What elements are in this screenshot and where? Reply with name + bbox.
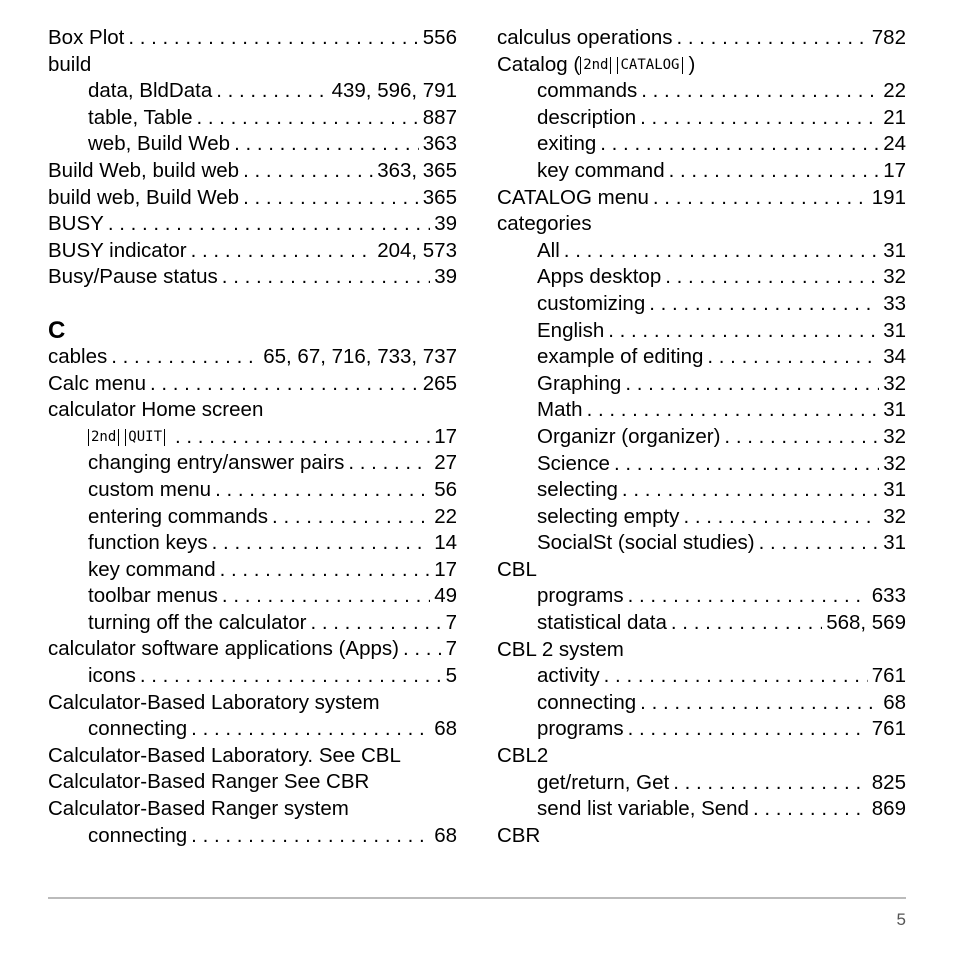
page-reference: 363, 365 [377, 158, 457, 182]
entry-text: Calculator-Based Laboratory system [48, 690, 380, 714]
index-column-left [48, 25, 457, 849]
index-entry-table-table [48, 105, 457, 132]
dot-leader [215, 477, 430, 504]
index-column-right [497, 25, 906, 849]
entry-text: get/return, Get [537, 770, 670, 794]
index-entry-build-web-build-web [48, 185, 457, 212]
page-reference: 22 [883, 79, 906, 103]
page-reference: 265 [422, 371, 457, 395]
entry-text: activity [537, 664, 600, 688]
page-reference: 31 [883, 531, 906, 555]
index-entry-cbl-2-system [497, 637, 906, 664]
dot-leader [128, 25, 418, 52]
entry-text: CBL 2 system [497, 637, 624, 661]
page-reference: 7 [445, 637, 457, 661]
entry-text: Math [537, 398, 583, 422]
dot-leader [108, 211, 430, 238]
entry-label [537, 663, 600, 690]
entry-text: commands [537, 79, 638, 103]
index-entry-busy-indicator [48, 238, 457, 265]
entry-label [88, 663, 136, 690]
index-entry-example-of-editing [497, 344, 906, 371]
index-entry-cbr [497, 823, 906, 850]
section-letter: C [48, 316, 66, 344]
page-reference: 363 [422, 132, 457, 156]
entry-text: categories [497, 212, 592, 236]
index-entry-connecting [48, 716, 457, 743]
entry-label [48, 185, 239, 212]
dot-leader [640, 105, 879, 132]
index-entry-data-blddata [48, 78, 457, 105]
entry-text: CATALOG menu [497, 185, 649, 209]
entry-text: programs [537, 717, 624, 741]
index-entry-busy [48, 211, 457, 238]
page-reference: 887 [422, 105, 457, 129]
dot-leader [669, 158, 880, 185]
entry-label [537, 371, 621, 398]
dot-leader [587, 397, 880, 424]
entry-text: Science [537, 451, 610, 475]
entry-text: statistical data [537, 611, 667, 635]
entry-label [48, 690, 457, 717]
index-entry-activity [497, 663, 906, 690]
entry-label [48, 344, 107, 371]
entry-text: entering commands [88, 504, 269, 528]
page-reference: 14 [434, 531, 457, 555]
entry-label [48, 52, 457, 79]
entry-label [537, 424, 720, 451]
entry-label [88, 716, 187, 743]
entry-label [88, 557, 216, 584]
page-reference: 825 [871, 770, 906, 794]
entry-label [48, 796, 457, 823]
page-reference: 439, 596, 791 [331, 79, 457, 103]
index-entry-entering-commands [48, 504, 457, 531]
entry-label [88, 131, 230, 158]
entry-label [48, 743, 457, 770]
dot-leader [641, 78, 879, 105]
entry-label [48, 25, 124, 52]
page-reference: 68 [434, 823, 457, 847]
page-reference: 32 [883, 371, 906, 395]
entry-text: send list variable, Send [537, 797, 749, 821]
page-reference: 191 [871, 185, 906, 209]
entry-text: custom menu [88, 477, 212, 501]
dot-leader [222, 264, 430, 291]
entry-label [537, 451, 610, 478]
dot-leader [191, 823, 430, 850]
page-reference: 32 [883, 504, 906, 528]
index-entry-selecting-empty [497, 504, 906, 531]
index-entry-statistical-data [497, 610, 906, 637]
dot-leader [753, 796, 868, 823]
index-entry-key-entry [48, 424, 457, 451]
entry-label [48, 371, 146, 398]
page-reference: 568, 569 [826, 611, 906, 635]
entry-text: Catalog ( [497, 52, 581, 76]
page-reference: 49 [434, 584, 457, 608]
entry-suffix: ) [688, 52, 696, 76]
entry-label [497, 823, 906, 850]
entry-label [48, 264, 218, 291]
dot-leader [175, 424, 430, 451]
entry-text: key command [88, 557, 216, 581]
index-entry-commands [497, 78, 906, 105]
entry-label [88, 530, 208, 557]
page-reference: 24 [883, 132, 906, 156]
index-entry-calculator-based-laboratory-system [48, 690, 457, 717]
entry-text: Build Web, build web [48, 158, 240, 182]
entry-text: SocialSt (social studies) [537, 531, 755, 555]
entry-label [537, 105, 636, 132]
dot-leader [665, 264, 879, 291]
entry-text: toolbar menus [88, 584, 218, 608]
dot-leader [724, 424, 879, 451]
dot-leader [196, 105, 418, 132]
index-entry-math [497, 397, 906, 424]
entry-text: connecting [88, 717, 188, 741]
dot-leader [212, 530, 431, 557]
page-reference: 34 [883, 345, 906, 369]
page-reference: 31 [883, 398, 906, 422]
index-entry-calculator-based-ranger-system [48, 796, 457, 823]
entry-text: Calculator-Based Laboratory. See CBL [48, 743, 401, 767]
dot-leader [649, 291, 879, 318]
index-entry-key-command [48, 557, 457, 584]
entry-label [537, 504, 679, 531]
entry-text: customizing [537, 291, 646, 315]
dot-leader [222, 583, 430, 610]
entry-label [48, 211, 104, 238]
index-entry-categories [497, 211, 906, 238]
index-entry-connecting [48, 823, 457, 850]
entry-text: cables [48, 344, 108, 368]
entry-label [497, 637, 906, 664]
index-entry-toolbar-menus [48, 583, 457, 610]
page-reference: 782 [871, 26, 906, 49]
entry-label [537, 318, 604, 345]
index-entry-calculus-operations [497, 25, 906, 52]
dot-leader [310, 610, 441, 637]
index-entry-build [48, 52, 457, 79]
page-reference: 204, 573 [377, 238, 457, 262]
dot-leader [759, 530, 880, 557]
index-entry-description [497, 105, 906, 132]
page-reference: 22 [434, 504, 457, 528]
entry-text: turning off the calculator [88, 610, 307, 634]
key-2nd-icon: 2nd [88, 429, 119, 446]
entry-label [88, 105, 192, 132]
page-reference: 17 [434, 557, 457, 581]
index-entry-function-keys [48, 530, 457, 557]
entry-text: calculator Home screen [48, 398, 264, 422]
index-entry-custom-menu [48, 477, 457, 504]
dot-leader [640, 690, 879, 717]
entry-label [537, 264, 661, 291]
page-reference: 27 [434, 451, 457, 475]
dot-leader [604, 663, 868, 690]
dot-leader [403, 636, 442, 663]
page-reference: 556 [422, 26, 457, 49]
entry-label [88, 823, 187, 850]
index-entry-build-web-build-web [48, 158, 457, 185]
entry-text: All [537, 238, 560, 262]
entry-text: example of editing [537, 345, 704, 369]
page-reference: 68 [434, 717, 457, 741]
entry-text: Calculator-Based Ranger system [48, 797, 349, 821]
entry-text: data, BldData [88, 79, 213, 103]
dot-leader [150, 371, 419, 398]
page-reference: 31 [883, 478, 906, 502]
index-entry-catalog [497, 52, 906, 79]
dot-leader [608, 318, 879, 345]
entry-label [88, 610, 306, 637]
key-2nd-icon: 2nd [580, 57, 611, 74]
dot-leader [653, 185, 868, 212]
index-entry-icons [48, 663, 457, 690]
entry-label [537, 78, 637, 105]
page-reference: 17 [883, 158, 906, 182]
dot-leader [671, 610, 822, 637]
dot-leader [140, 663, 442, 690]
dot-leader [677, 25, 868, 52]
entry-label [88, 428, 171, 448]
entry-label [537, 796, 749, 823]
entry-label [88, 477, 211, 504]
dot-leader [272, 504, 430, 531]
entry-text: table, Table [88, 105, 193, 129]
page-reference: 17 [434, 424, 457, 448]
page-reference: 32 [883, 265, 906, 289]
dot-leader [707, 344, 879, 371]
entry-text: Graphing [537, 371, 622, 395]
entry-text: Box Plot [48, 26, 125, 49]
page-reference: 56 [434, 477, 457, 501]
index-entry-web-build-web [48, 131, 457, 158]
dot-leader [600, 131, 879, 158]
entry-label [537, 344, 703, 371]
page-reference: 761 [871, 717, 906, 741]
index-entry-cbl [497, 557, 906, 584]
dot-leader [111, 344, 259, 371]
index-entry-selecting [497, 477, 906, 504]
entry-label [537, 131, 596, 158]
entry-label [537, 397, 583, 424]
index-entry-cbl2 [497, 743, 906, 770]
page-reference: 32 [883, 451, 906, 475]
index-entry-programs [497, 716, 906, 743]
dot-leader [191, 238, 374, 265]
entry-text: BUSY [48, 212, 104, 236]
entry-label [537, 238, 560, 265]
entry-text: web, Build Web [88, 132, 231, 156]
entry-label [537, 583, 624, 610]
entry-text: key command [537, 158, 665, 182]
entry-label [88, 450, 344, 477]
index-entry-socialst-social-studies [497, 530, 906, 557]
index-entry-cables [48, 344, 457, 371]
entry-label [497, 25, 673, 52]
index-entry-apps-desktop [497, 264, 906, 291]
entry-text: build web, Build Web [48, 185, 240, 209]
page-reference: 68 [883, 690, 906, 714]
index-entry-connecting [497, 690, 906, 717]
footer-rule [48, 897, 906, 899]
entry-label [537, 291, 645, 318]
page-reference: 32 [883, 424, 906, 448]
entry-label [48, 636, 399, 663]
entry-text: selecting [537, 478, 618, 502]
page-reference: 761 [871, 664, 906, 688]
page-reference: 39 [434, 212, 457, 236]
entry-label [48, 397, 457, 424]
entry-text: CBL [497, 557, 537, 581]
entry-text: BUSY indicator [48, 238, 187, 262]
index-entry-science [497, 451, 906, 478]
entry-label [48, 158, 239, 185]
page-reference: 65, 67, 716, 733, 737 [263, 344, 457, 368]
index-entry-calculator-based-ranger-see-cbr [48, 769, 457, 796]
page-reference: 31 [883, 238, 906, 262]
index-entry-catalog-menu [497, 185, 906, 212]
key-catalog-icon: CATALOG [617, 57, 682, 74]
dot-leader [625, 371, 879, 398]
dot-leader [628, 583, 868, 610]
entry-label [88, 504, 268, 531]
entry-label [497, 743, 906, 770]
entry-label [88, 583, 218, 610]
dot-leader [234, 131, 419, 158]
page-reference: 21 [883, 105, 906, 129]
entry-label [497, 557, 906, 584]
entry-text: build [48, 52, 92, 76]
entry-text: exiting [537, 132, 597, 156]
page-number: 5 [896, 910, 906, 929]
index-entry-changing-entry-answer-pairs [48, 450, 457, 477]
entry-text: description [537, 105, 637, 129]
dot-leader [220, 557, 431, 584]
index-entry-calculator-based-laboratory-see-cbl [48, 743, 457, 770]
entry-text: Organizr (organizer) [537, 424, 721, 448]
dot-leader [243, 185, 419, 212]
index-entry-exiting [497, 131, 906, 158]
entry-label [537, 716, 624, 743]
entry-label [497, 185, 649, 212]
entry-label [537, 477, 618, 504]
entry-label [48, 769, 457, 796]
entry-text: Apps desktop [537, 265, 662, 289]
index-entry-box-plot [48, 25, 457, 52]
entry-text: changing entry/answer pairs [88, 451, 345, 475]
page-reference: 31 [883, 318, 906, 342]
dot-leader [614, 451, 879, 478]
entry-text: Calc menu [48, 371, 146, 395]
index-entry-all [497, 238, 906, 265]
entry-text: calculator software applications (Apps) [48, 637, 399, 661]
index-entry-busy-pause-status [48, 264, 457, 291]
entry-text: Calculator-Based Ranger See CBR [48, 770, 370, 794]
entry-label [537, 158, 665, 185]
key-quit-icon: QUIT [125, 429, 165, 446]
dot-leader [243, 158, 373, 185]
entry-text: programs [537, 584, 624, 608]
page-reference: 633 [871, 584, 906, 608]
page-reference: 869 [871, 797, 906, 821]
dot-leader [564, 238, 879, 265]
entry-text: function keys [88, 531, 208, 555]
page-reference: 33 [883, 291, 906, 315]
dot-leader [622, 477, 879, 504]
entry-label [88, 78, 212, 105]
page-reference: 39 [434, 265, 457, 289]
index-entry-organizr-organizer [497, 424, 906, 451]
index-entry-calc-menu [48, 371, 457, 398]
index-entry-graphing [497, 371, 906, 398]
index-entry-key-command [497, 158, 906, 185]
dot-leader [683, 504, 879, 531]
entry-label [497, 52, 906, 79]
entry-label [48, 238, 187, 265]
dot-leader [216, 78, 327, 105]
dot-leader [628, 716, 868, 743]
entry-label [537, 610, 667, 637]
entry-label [537, 770, 669, 797]
entry-label [537, 690, 636, 717]
index-entry-calculator-home-screen [48, 397, 457, 424]
entry-text: selecting empty [537, 504, 680, 528]
page-reference: 5 [445, 664, 457, 688]
entry-label [537, 530, 755, 557]
entry-text: connecting [537, 690, 637, 714]
dot-leader [191, 716, 430, 743]
index-entry-customizing [497, 291, 906, 318]
entry-text: CBR [497, 823, 541, 847]
page-reference: 7 [445, 610, 457, 634]
index-entry-calculator-software-applications-apps [48, 636, 457, 663]
index-entry-send-list-variable-send [497, 796, 906, 823]
entry-text: Busy/Pause status [48, 265, 218, 289]
index-entry-programs [497, 583, 906, 610]
entry-text: connecting [88, 823, 188, 847]
entry-text: CBL2 [497, 744, 549, 768]
entry-text: English [537, 318, 605, 342]
index-entry-get-return-get [497, 770, 906, 797]
entry-text: icons [88, 664, 136, 688]
entry-label [497, 211, 906, 238]
page-reference: 365 [422, 185, 457, 209]
dot-leader [673, 770, 868, 797]
index-entry-turning-off-the-calculator [48, 610, 457, 637]
dot-leader [348, 450, 430, 477]
index-entry-english [497, 318, 906, 345]
entry-text: calculus operations [497, 26, 673, 49]
